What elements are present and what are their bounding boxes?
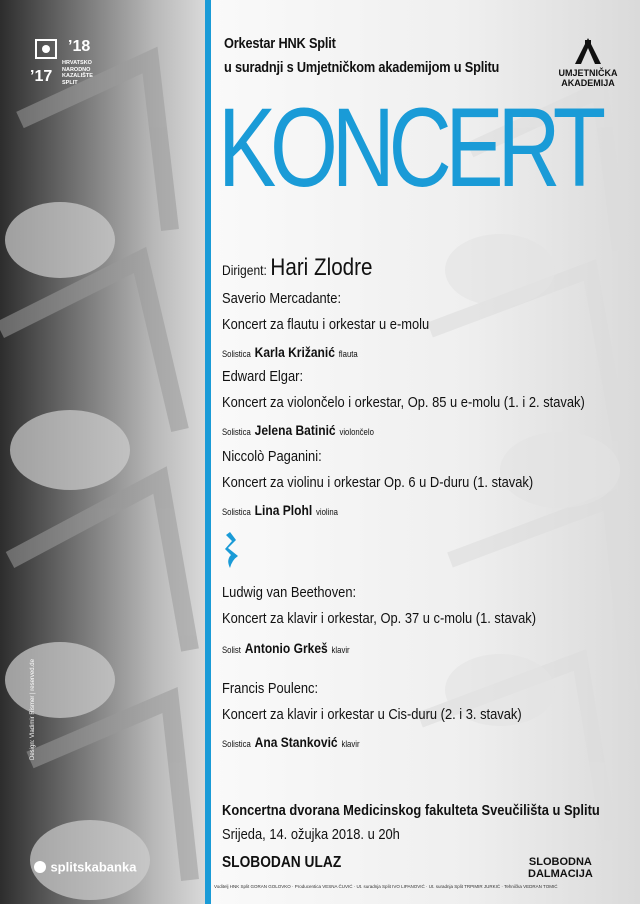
hnk-line: KAZALIŠTE (62, 73, 93, 79)
poster-title: KONCERT (218, 85, 600, 210)
hnk-line: SPLIT (62, 79, 78, 86)
academy-a-icon (573, 36, 603, 66)
soloist-name: Lina Plohl (254, 502, 313, 518)
date-time: Srijeda, 14. ožujka 2018. u 20h (222, 826, 400, 843)
work: Koncert za violinu i orkestar Op. 6 u D-duru (1. stavak) (222, 474, 534, 491)
work: Koncert za violončelo i orkestar, Op. 85 u e-molu (1. i 2. stavak) (222, 394, 585, 411)
soloist-name: Ana Stanković (254, 734, 338, 750)
soloist-name: Jelena Batinić (254, 422, 336, 438)
composer: Francis Poulenc: (222, 680, 319, 697)
hnk-year-bottom: ’17 (30, 68, 53, 85)
hnk-line: HRVATSKO (62, 60, 92, 66)
ua-line2: AKADEMIJA (561, 78, 615, 88)
soloist-instrument: flauta (338, 349, 358, 359)
soloist-instrument: klavir (331, 645, 350, 655)
work: Koncert za klavir i orkestar, Op. 37 u c-molu (1. stavak) (222, 610, 537, 627)
sponsor-logo (34, 858, 136, 876)
hnk-year-top: ’18 (68, 38, 91, 55)
header-organizer: Orkestar HNK Split (224, 36, 336, 52)
soloist-instrument: violina (316, 507, 338, 517)
ua-line1: UMJETNIČKA (558, 68, 618, 78)
soloist-line (222, 640, 350, 658)
soloist-line (222, 422, 374, 440)
composer: Niccolò Paganini: (222, 448, 322, 465)
soloist-instrument: violončelo (339, 427, 374, 437)
sponsor-name: splitskabanka (50, 859, 137, 875)
design-credit: Design: Vladimir Rismer | reserved.de (30, 659, 36, 760)
media-logo (528, 856, 593, 880)
soloist-role: Solist (222, 645, 241, 655)
media-line1: SLOBODNA (528, 856, 592, 868)
composer: Ludwig van Beethoven: (222, 584, 357, 601)
media-line2: DALMACIJA (528, 868, 593, 880)
sponsor-mark-icon (34, 861, 46, 873)
hnk-line: NARODNO (62, 66, 91, 73)
credits: Voditelj HNK Split GORAN GOLOVKO · Producentica VESNA ČUVIĆ · Ut. suradnja Split IVO LIPANOVIĆ · Ut. suradnja Split TRPIMIR JURKIĆ · Tehnička VEDRAN TOMIĆ (214, 884, 558, 889)
soloist-instrument: klavir (341, 739, 360, 749)
soloist-line (222, 734, 360, 752)
soloist-role: Solistica (222, 427, 251, 437)
conductor-label: Dirigent: (222, 262, 267, 278)
free-entry: SLOBODAN ULAZ (222, 854, 342, 871)
soloist-role: Solistica (222, 349, 251, 359)
work: Koncert za klavir i orkestar u Cis-duru (2. i 3. stavak) (222, 706, 522, 723)
hnk-split-logo (30, 36, 100, 92)
work: Koncert za flautu i orkestar u e-molu (222, 316, 430, 333)
venue: Koncertna dvorana Medicinskog fakulteta Sveučilišta u Splitu (222, 802, 600, 819)
conductor-line (222, 254, 373, 282)
soloist-name: Antonio Grkeš (244, 640, 328, 656)
intermission-note-icon (222, 530, 244, 570)
soloist-line (222, 502, 338, 520)
hnk-emblem-icon (34, 38, 58, 60)
soloist-line (222, 344, 358, 362)
soloist-name: Karla Križanić (254, 344, 335, 360)
header-collaboration: u suradnji s Umjetničkom akademijom u Splitu (224, 60, 500, 76)
accent-bar (205, 0, 211, 904)
composer: Edward Elgar: (222, 368, 304, 385)
soloist-role: Solistica (222, 739, 251, 749)
conductor-name: Hari Zlodre (270, 254, 373, 281)
soloist-role: Solistica (222, 507, 251, 517)
composer: Saverio Mercadante: (222, 290, 342, 307)
